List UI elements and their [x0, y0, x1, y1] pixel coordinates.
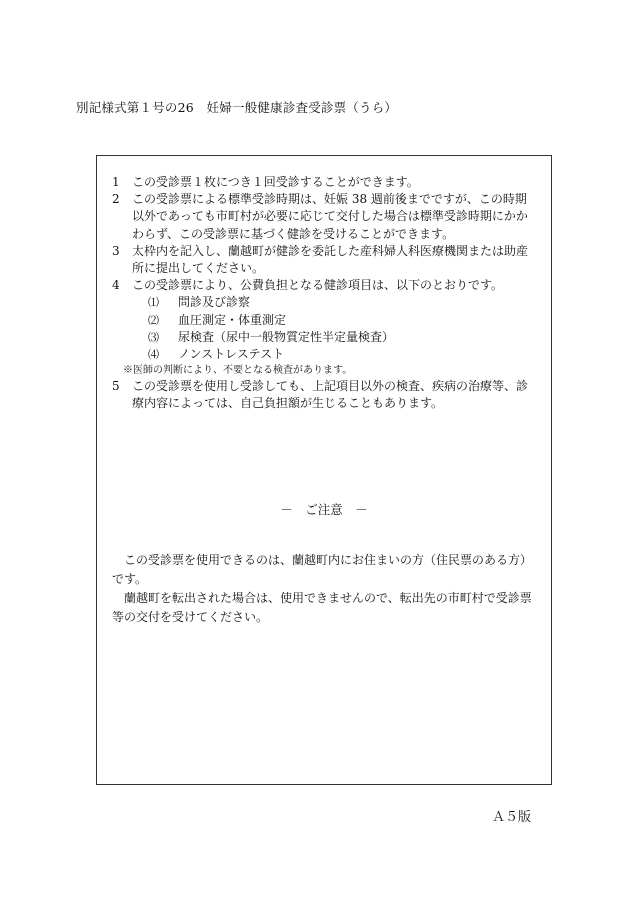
rule-number: 2: [112, 192, 120, 207]
caution-paragraph: この受診票を使用できるのは、蘭越町内にお住まいの方（住民票のある方）です。: [112, 553, 533, 586]
checkup-item-number: ⑵: [148, 313, 159, 327]
rule-text: この受診票により、公費負担となる健診項目は、以下のとおりです。: [132, 278, 504, 293]
rule-text: 太枠内を記入し、蘭越町が健診を委託した産科婦人科医療機関または助産所に提出してください。: [132, 243, 529, 276]
checkup-item-number: ⑷: [148, 348, 159, 362]
rule-text: この受診票を使用し受診しても、上記項目以外の検査、疾病の治療等、診療内容によっては、自己負担額が生じることもあります。: [132, 379, 529, 411]
caution-paragraph: 蘭越町を転出された場合は、使用できませんので、転出先の市町村で受診票等の交付を受けてください。: [112, 591, 532, 624]
checkup-item-text: 血圧測定・体重測定: [178, 312, 287, 327]
form-title: 別記様式第１号の26 妊婦一般健康診査受診票（うら）: [76, 100, 398, 115]
rule-item: [112, 243, 538, 277]
rule-item: [112, 277, 538, 294]
checkup-item-text: ノンストレステスト: [178, 347, 285, 362]
rule-number: 5: [112, 379, 120, 394]
rule-item: [112, 174, 538, 191]
paper-size-label: Ａ５版: [492, 810, 532, 825]
checkup-item-number: ⑶: [148, 330, 159, 344]
checkup-item-text: 問診及び診察: [178, 295, 251, 310]
rule-number: 1: [112, 175, 120, 189]
rule-text: この受診票１枚につき１回受診することができます。: [132, 175, 419, 189]
checkup-item: [112, 329, 538, 346]
caution-heading: － ご注意 －: [280, 502, 368, 517]
checkup-item: [112, 346, 538, 363]
caution-text: [112, 551, 538, 627]
checkup-item-text: 尿検査（尿中一般物質定性半定量検査）: [178, 329, 395, 344]
rule-number: 4: [112, 278, 120, 293]
checkup-item: [112, 294, 538, 311]
rule-item: [112, 191, 538, 243]
rule-text: この受診票による標準受診時期は、妊娠 38 週前後までですが、この時期以外であっても市町村が必要に応じて交付した場合は標準受診時期にかかわらず、この受診票に基づく健診を受けることができます。: [132, 192, 528, 241]
usage-rules: [112, 174, 538, 413]
checkup-item-number: ⑴: [148, 296, 159, 310]
checkup-item: [112, 312, 538, 329]
rule-item: [112, 378, 538, 412]
rule-number: 3: [112, 243, 120, 258]
doctor-note: ※医師の判断により、不要となる検査があります。: [123, 365, 353, 377]
